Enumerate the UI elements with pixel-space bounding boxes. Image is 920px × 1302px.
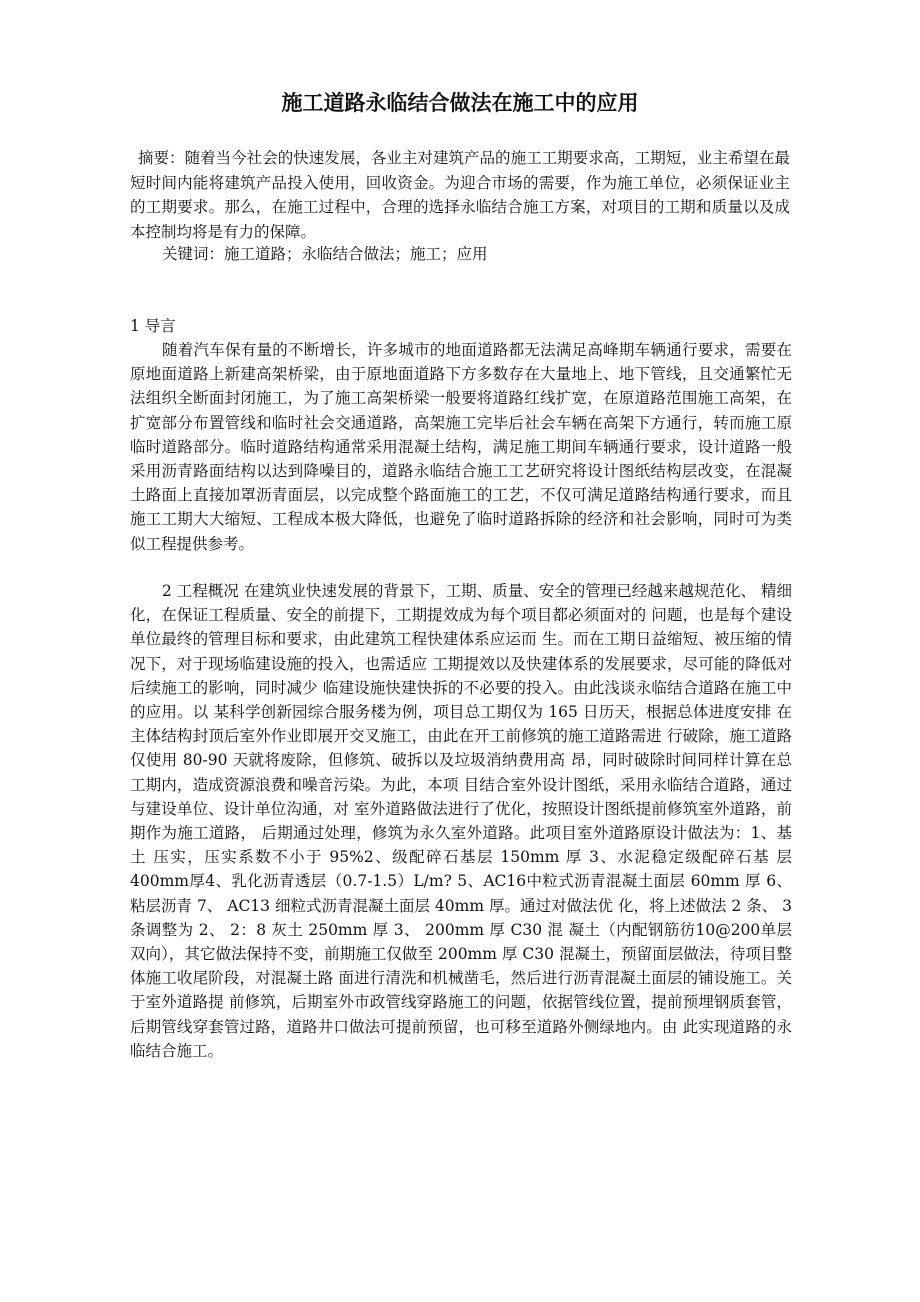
document-title: 施工道路永临结合做法在施工中的应用 [281,90,639,115]
abstract [130,146,790,244]
introduction-paragraph: 随着汽车保有量的不断增长，许多城市的地面道路都无法满足高峰期车辆通行要求，需要在原地面道路上新建高架桥梁，由于原地面道路下方多数存在大量地上、地下管线，且交通繁忙无法组织全断面封闭施工，为了施工高架桥梁一般要将道路红线扩宽，在原道路范围施工高架，在扩宽部分布置管线和临时社会交通道路，高架施工完毕后社会车辆在高架下方通行，转而施工原临时道路部分。临时道路结构通常采用混凝土结构，满足施工期间车辆通行要求，设计道路一般采用沥青路面结构以达到降噪目的，道路永临结合施工工艺研究将设计图纸结构层改变，在混凝土路面上直接加罩沥青面层，以完成整个路面施工的工艺，不仅可满足道路结构通行要求，而且施工工期大大缩短、工程成本极大降低，也避免了临时道路拆除的经济和社会影响，同时可为类似工程提供参考。 [130,341,792,553]
abstract-text: 随着当今社会的快速发展，各业主对建筑产品的施工工期要求高，工期短，业主希望在最短时间内能将建筑产品投入使用，回收资金。为迎合市场的需要，作为施工单位，必须保证业主的工期要求。那么，在施工过程中，合理的选择永临结合施工方案，对项目的工期和质量以及成本控制均将是有力的保障。 [130,149,790,241]
keywords: 关键词：施工道路；永临结合做法；施工；应用 [162,245,488,263]
project-overview-paragraph: 2 工程概况 在建筑业快速发展的背景下，工期、质量、安全的管理已经越来越规范化、 精细化，在保证工程质量、安全的前提下，工期提效成为每个项目都必须面对的 问题，也是每个建设单位最终的管理目标和要求，由此建筑工程快建体系应运而 生。而在工期日益缩短、被压缩的情况下，对于现场临建设施的投入，也需适应 工期提效以及快建体系的发展要求，尽可能的降低对后续施工的影响，同时减少 临建设施快建快拆的不必要的投入。由此浅谈永临结合道路在施工中的应用。以 某科学创新园综合服务楼为例，项目总工期仅为 165 日历天，根据总体进度安排 在主体结构封顶后室外作业即展开交叉施工，由此在开工前修筑的施工道路需进 行破除，施工道路仅使用 80-90 天就将废除，但修筑、破拆以及垃圾消纳费用高 昂，同时破除时间同样计算在总工期内，造成资源浪费和噪音污染。为此，本项 目结合室外设计图纸，采用永临结合道路，通过与建设单位、设计单位沟通，对 室外道路做法进行了优化，按照设计图纸提前修筑室外道路，前期作为施工道路， 后期通过处理，修筑为永久室外道路。此项目室外道路原设计做法为：1、基土 压实，压实系数不小于 95%2、级配碎石基层 150mm 厚 3、水泥稳定级配碎石基 层400mm厚4、乳化沥青透层（0.7-1.5）L/m? 5、AC16中粒式沥青混凝土面层 60mm 厚 6、粘层沥青 7、 AC13 细粒式沥青混凝土面层 40mm 厚。通过对做法优 化，将上述做法 2 条、 3 条调整为 2、 2：8 灰土 250mm 厚 3、 200mm 厚 C30 混 凝土（内配钢筋彷10@200单层双向），其它做法保持不变，前期施工仅做至 200mm 厚 C30 混凝土，预留面层做法，待项目整体施工收尾阶段，对混凝土路 面进行清洗和机械凿毛，然后进行沥青混凝土面层的铺设施工。关于室外道路提 前修筑，后期室外市政管线穿路施工的问题，依据管线位置，提前预埋钢质套管， 后期管线穿套管过路，道路井口做法可提前预留，也可移至道路外侧绿地内。由 此实现道路的永临结合施工。 [130,582,792,1060]
section-heading-introduction: 1 导言 [130,317,176,335]
abstract-label: 摘要： [138,149,185,167]
